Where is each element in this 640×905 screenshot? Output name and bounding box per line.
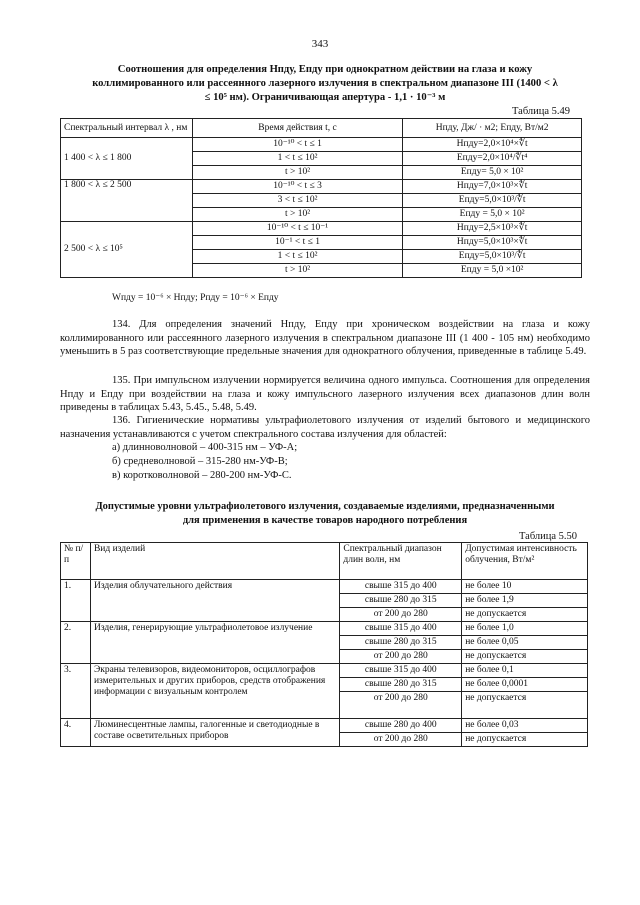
title-line: коллимированного или рассеянного лазерного излучения в спектральном диапазоне III (1400 < λ [92, 78, 558, 89]
table-row [61, 664, 588, 678]
type-cell: Экраны телевизоров, видеомониторов, осциллографов измерительных и других приборов, средств отображения информации с визуальным контролем [90, 664, 339, 719]
time-cell: 1 < t ≤ 10² [192, 250, 402, 264]
range-cell: от 200 до 280 [340, 692, 462, 719]
time-cell: 10⁻¹ < t ≤ 1 [192, 236, 402, 250]
title-line: Соотношения для определения Hпду, Eпду при однократном действии на глаза и кожу [117, 64, 533, 75]
title-line: для применения в качестве товаров народного потребления [182, 515, 468, 526]
value-cell: Eпду=5,0×10³/∜t [403, 194, 582, 208]
header-num: № п/п [61, 543, 91, 580]
range-cell: свыше 315 до 400 [340, 664, 462, 678]
value-cell: Eпду=5,0×10³/∜t [403, 250, 582, 264]
table-row [61, 138, 582, 152]
range-cell: от 200 до 280 [340, 608, 462, 622]
title-line: Допустимые уровни ультрафиолетового излучения, создаваемые изделиями, предназначенными [95, 501, 555, 512]
range-cell: от 200 до 280 [340, 650, 462, 664]
header-intensity: Допустимая интенсивность облучения, Вт/м² [462, 543, 588, 580]
num-cell: 2. [61, 622, 91, 664]
num-cell: 3. [61, 664, 91, 719]
value-cell: Eпду=2,0×10⁴/∜t⁴ [403, 152, 582, 166]
header-value: Hпду, Дж/ · м2; Eпду, Вт/м2 [403, 119, 582, 138]
paragraph-136: 136. Гигиенические нормативы ультрафиолетового излучения от изделий бытового и медицинского назначения устанавливаются с учетом спектрального состава излучения для областей: [60, 415, 590, 440]
intensity-cell: не более 10 [462, 580, 588, 594]
intensity-cell: не более 1,9 [462, 594, 588, 608]
time-cell: t > 10² [192, 208, 402, 222]
table-row [61, 580, 588, 594]
value-cell: Eпду= 5,0 × 10² [403, 166, 582, 180]
type-cell: Изделия облучательного действия [90, 580, 339, 622]
interval-cell: 1 800 < λ ≤ 2 500 [61, 180, 193, 222]
list-item: а) длинноволновой – 400-315 нм – УФ-А; [112, 442, 298, 453]
time-cell: 1 < t ≤ 10² [192, 152, 402, 166]
value-cell: Hпду=5,0×10³×∜t [403, 236, 582, 250]
interval-cell: 2 500 < λ ≤ 10⁵ [61, 222, 193, 278]
intensity-cell: не допускается [462, 608, 588, 622]
time-cell: t > 10² [192, 166, 402, 180]
range-cell: свыше 280 до 315 [340, 678, 462, 692]
time-cell: 3 < t ≤ 10² [192, 194, 402, 208]
time-cell: 10⁻¹⁰ < t ≤ 1 [192, 138, 402, 152]
time-cell: 10⁻¹⁰ < t ≤ 3 [192, 180, 402, 194]
table-5-50-title [60, 500, 590, 528]
intensity-cell: не более 0,0001 [462, 678, 588, 692]
table-5-50-caption: Таблица 5.50 [519, 531, 578, 542]
header-type: Вид изделий [90, 543, 339, 580]
type-cell: Изделия, генерирующие ультрафиолетовое излучение [90, 622, 339, 664]
num-cell: 4. [61, 719, 91, 747]
type-cell: Люминесцентные лампы, галогенные и светодиодные в составе осветительных приборов [90, 719, 339, 747]
paragraph-135: 135. При импульсном излучении нормируется величина одного импульса. Соотношения для определения Hпду и Eпду при воздействии на глаза и кожу импульсного лазерного излучения всех диапазонов длин волн приведены в таблицах 5.43, 5.45., 5.48, 5.49. [60, 375, 590, 413]
intensity-cell: не более 1,0 [462, 622, 588, 636]
value-cell: Hпду=7,0×10³×∜t [403, 180, 582, 194]
interval-cell: 1 400 < λ ≤ 1 800 [61, 138, 193, 180]
time-cell: 10⁻¹⁰ < t ≤ 10⁻¹ [192, 222, 402, 236]
value-cell: Hпду=2,0×10⁴×∜t [403, 138, 582, 152]
page-number: 343 [311, 38, 329, 50]
value-cell: Eпду = 5,0 ×10² [403, 264, 582, 278]
table-row [61, 622, 588, 636]
table-footnote: Wпду = 10⁻⁶ × Hпду; Pпду = 10⁻⁶ × Eпду [112, 293, 279, 303]
table-5-49-title [80, 63, 570, 105]
paragraph-134: 134. Для определения значений Hпду, Eпду при хроническом воздействии на глаза и кожу коллимированного или рассеянного лазерного излучения в спектральном диапазоне III (1 400 - 105 нм) необходимо уменьшить в 5 раз соответствующие предельные значения для однократного облучения, приведенные в таблице 5.49. [60, 319, 590, 357]
header-interval: Спектральный интервал λ , нм [61, 119, 193, 138]
table-row [61, 180, 582, 194]
num-cell: 1. [61, 580, 91, 622]
intensity-cell: не более 0,03 [462, 719, 588, 733]
title-line: ≤ 10⁵ нм). Ограничивающая апертура - 1,1 · 10⁻³ м [204, 92, 446, 103]
value-cell: Eпду = 5,0 × 10² [403, 208, 582, 222]
intensity-cell: не более 0,1 [462, 664, 588, 678]
time-cell: t > 10² [192, 264, 402, 278]
range-cell: свыше 315 до 400 [340, 622, 462, 636]
list-item: в) коротковолновой – 280-200 нм-УФ-С. [112, 470, 292, 481]
intensity-cell: не допускается [462, 650, 588, 664]
table-header-row [61, 543, 588, 580]
table-5-50 [60, 542, 588, 747]
value-cell: Hпду=2,5×10³×∜t [403, 222, 582, 236]
range-cell: свыше 280 до 315 [340, 594, 462, 608]
header-time: Время действия t, с [192, 119, 402, 138]
range-cell: свыше 280 до 400 [340, 719, 462, 733]
range-cell: свыше 315 до 400 [340, 580, 462, 594]
intensity-cell: не допускается [462, 733, 588, 747]
range-cell: свыше 280 до 315 [340, 636, 462, 650]
list-item: б) средневолновой – 315-280 нм-УФ-В; [112, 456, 288, 467]
table-header-row [61, 119, 582, 138]
header-range: Спектральный диапазон длин волн, нм [340, 543, 462, 580]
table-5-49-caption: Таблица 5.49 [512, 106, 571, 117]
table-5-49 [60, 118, 582, 278]
table-row [61, 719, 588, 733]
table-row [61, 222, 582, 236]
range-cell: от 200 до 280 [340, 733, 462, 747]
intensity-cell: не допускается [462, 692, 588, 719]
intensity-cell: не более 0,05 [462, 636, 588, 650]
